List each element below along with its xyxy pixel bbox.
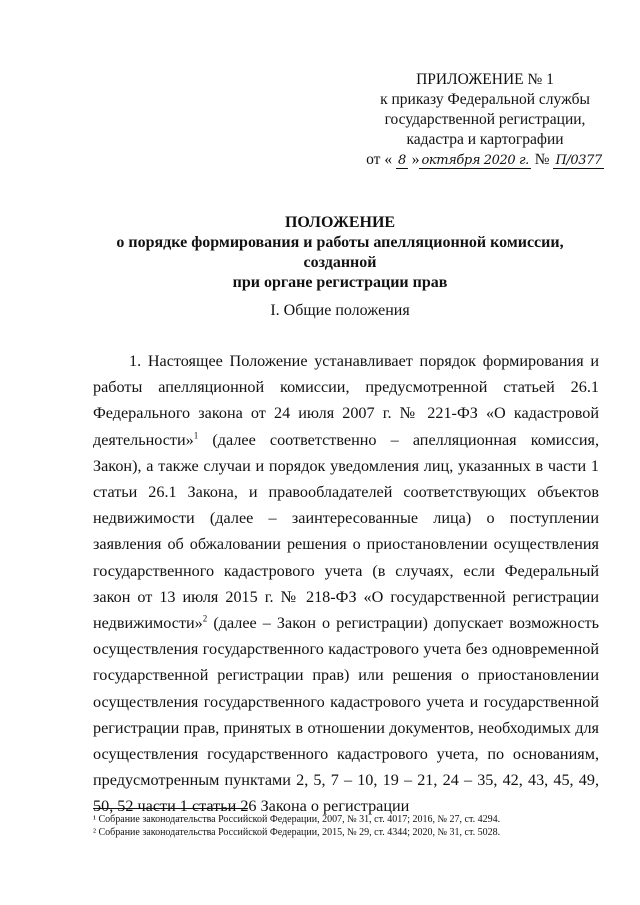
footnote-ref-2: 2 (202, 613, 208, 624)
annex-line-2: государственной регистрации, (384, 111, 586, 128)
annex-line-1: к приказу Федеральной службы (380, 91, 590, 108)
footnote-divider (93, 808, 248, 809)
paragraph-text-1: 1. Настоящее Положение устанавливает порядок формирования и работы апелляционной комиссии, предусмотренной статьей 26.1 Федерального закона от 24 июля 2007 г. № 221-ФЗ «О кадастровой деятельности» (93, 352, 599, 449)
handwritten-month-year: октября 2020 г. (421, 153, 529, 168)
annex-heading: ПРИЛОЖЕНИЕ № 1 (416, 71, 554, 88)
footnotes (93, 813, 603, 839)
annex-line-3: кадастра и картографии (406, 131, 564, 148)
document-title (80, 213, 600, 293)
paragraph-1 (93, 348, 599, 820)
title-line-2: при органе регистрации прав (232, 274, 448, 291)
date-mid: » (411, 151, 420, 168)
paragraph-text-2: (далее соответственно – апелляционная комиссия, Закон), а также случаи и порядок уведомления лиц, указанных в части 1 статьи 26.1 Закона, и правообладателей соответствующих объектов недвижимости (далее – заинтересованные лица) о поступлении заявления об обжаловании решения о приостановлении осуществления государственного кадастрового учета (в случаях, если Федеральный закон от 13 июля 2015 г. № 218-ФЗ «О государственной регистрации недвижимости» (93, 430, 599, 633)
title-main: ПОЛОЖЕНИЕ (284, 214, 396, 231)
section-heading: I. Общие положения (270, 302, 410, 319)
footnote-1: ¹ Собрание законодательства Российской Федерации, 2007, № 31, ст. 4017; 2016, № 27, ст. 4294. (93, 814, 501, 825)
number-sign: № (534, 151, 550, 168)
handwritten-day: 8 (397, 153, 406, 168)
annex-date-line (360, 150, 610, 171)
annex-block (360, 70, 610, 171)
paragraph-text-3: (далее – Закон о регистрации) допускает возможность осуществления государственного кадастрового учета без одновременной государственной регистрации прав) или решения о приостановлении осуществления государственного кадастрового учета и государственной регистрации прав, принятых в отношении документов, необходимых для осуществления государственного кадастрового учета, по основаниям, предусмотренным пунктами 2, 5, 7 – 10, 19 – 21, 24 – 35, 42, 43, 45, 49, 50, 52 части 1 статьи 26 Закона о регистрации (93, 614, 599, 816)
date-prefix: от « (366, 151, 393, 168)
title-line-1: о порядке формирования и работы апелляционной комиссии, созданной (116, 234, 564, 271)
footnote-2: ² Собрание законодательства Российской Федерации, 2015, № 29, ст. 4344; 2020, № 31, ст. 5028. (93, 827, 501, 838)
handwritten-number: П/0377 (555, 153, 602, 168)
footnote-ref-1: 1 (193, 430, 199, 441)
